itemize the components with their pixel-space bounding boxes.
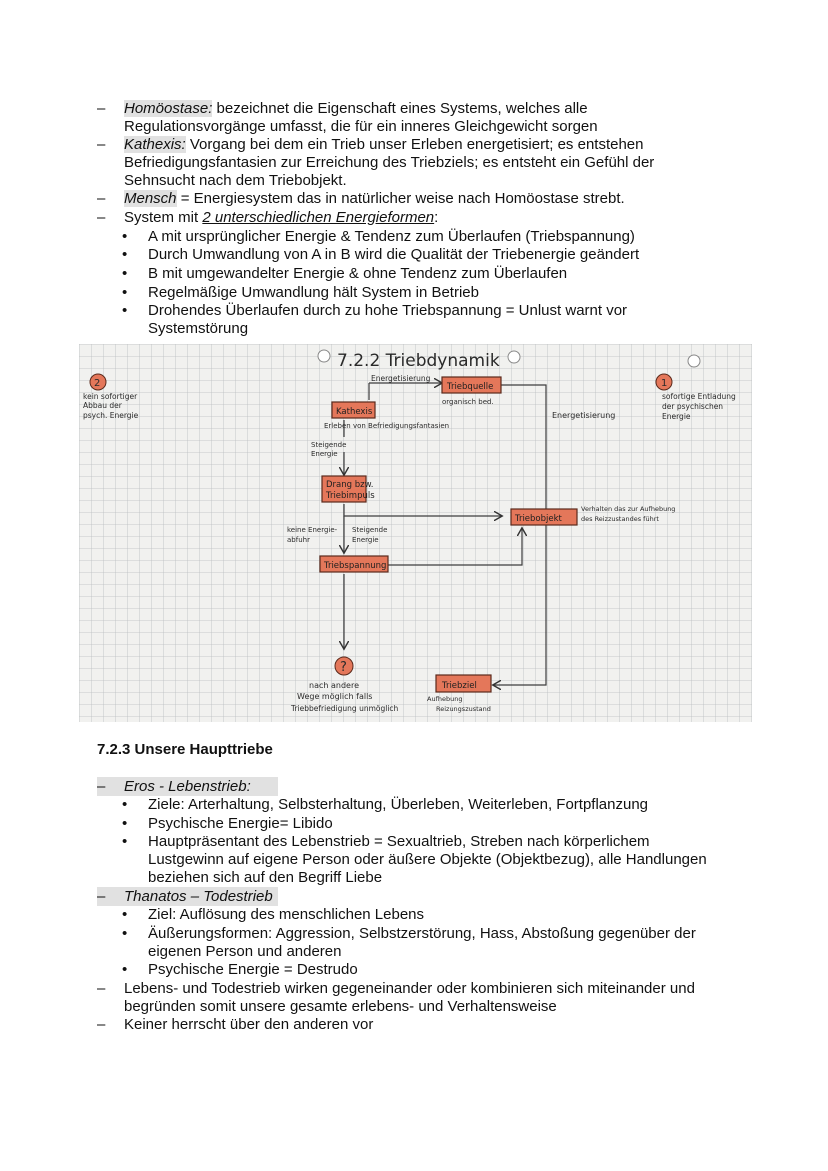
dash: – xyxy=(97,100,106,117)
bullet-dot: • xyxy=(122,796,128,813)
keine-energie-2: abfuhr xyxy=(287,536,310,544)
system-prefix: System mit xyxy=(124,209,203,226)
system-bullet: Drohendes Überlaufen durch zu hohe Triebspannung = Unlust warnt vor xyxy=(148,302,628,319)
right-note-1: sofortige Entladung xyxy=(662,392,736,401)
drang-label-2: Triebimpuls xyxy=(326,491,375,501)
kathexis-item xyxy=(124,136,644,154)
other-ways-3: Triebbefriedigung unmöglich xyxy=(291,704,399,713)
triebziel-label: Triebziel xyxy=(442,681,477,691)
system-bullet-cont: Systemstörung xyxy=(148,320,249,337)
triebziel-sub-1: Aufhebung xyxy=(427,695,463,703)
final-item-1: Lebens- und Todestrieb wirken gegeneinander oder kombinieren sich miteinander und xyxy=(124,980,695,997)
dash: – xyxy=(97,778,106,795)
eros-term: Eros - Lebenstrieb: xyxy=(124,778,251,795)
mensch-term: Mensch xyxy=(124,190,177,207)
left-note-2: Abbau der xyxy=(83,401,122,410)
dash: – xyxy=(97,136,106,153)
bullet-dot: • xyxy=(122,833,128,850)
final-item-2: Keiner herrscht über den anderen vor xyxy=(124,1016,374,1033)
triebdynamik-diagram xyxy=(79,344,752,722)
eros-bullet-cont: beziehen sich auf den Begriff Liebe xyxy=(148,869,383,886)
thanatos-bullet: Psychische Energie = Destrudo xyxy=(148,961,358,978)
homeostase-term: Homöostase: xyxy=(124,100,213,117)
kathexis-text: Vorgang bei dem ein Trieb unser Erleben energetisiert; es entstehen xyxy=(185,136,644,153)
binder-hole-icon xyxy=(688,355,700,367)
bullet-dot: • xyxy=(122,246,128,263)
bullet-dot: • xyxy=(122,815,128,832)
triebobjekt-label: Triebobjekt xyxy=(515,514,562,524)
bullet-dot: • xyxy=(122,925,128,942)
triebquelle-sub: organisch bed. xyxy=(442,398,494,406)
keine-energie-1: keine Energie- xyxy=(287,526,338,534)
section-heading: 7.2.3 Unsere Haupttriebe xyxy=(97,741,273,758)
energetisierung-right: Energetisierung xyxy=(552,411,616,420)
right-note-2: der psychischen xyxy=(662,402,724,411)
mensch-text: = Energiesystem das in natürlicher weise nach Homöostase strebt. xyxy=(176,190,625,207)
diagram-title: 7.2.2 Triebdynamik xyxy=(337,351,500,371)
homeostase-cont: Regulationsvorgänge umfasst, die für ein inneres Gleichgewicht sorgen xyxy=(124,118,598,135)
bullet-dot: • xyxy=(122,284,128,301)
mensch-item xyxy=(124,190,625,208)
system-bullet: Durch Umwandlung von A in B wird die Qualität der Triebenergie geändert xyxy=(148,246,640,263)
system-bullet: A mit ursprünglicher Energie & Tendenz zum Überlaufen (Triebspannung) xyxy=(148,228,635,245)
number-right: 1 xyxy=(661,378,668,389)
number-left: 2 xyxy=(94,378,101,389)
left-note-3: psych. Energie xyxy=(83,411,139,420)
binder-hole-icon xyxy=(508,351,520,363)
bullet-dot: • xyxy=(122,961,128,978)
homeostase-text: bezeichnet die Eigenschaft eines Systems, welches alle xyxy=(212,100,588,117)
steigende-energie-1b: Energie xyxy=(311,450,338,458)
dash: – xyxy=(97,209,106,226)
kathexis-cont-1: Befriedigungsfantasien zur Erreichung des Triebziels; es entsteht ein Gefühl der xyxy=(124,154,655,171)
dash: – xyxy=(97,980,106,997)
drang-label-1: Drang bzw. xyxy=(326,480,374,490)
steigende-energie-2a: Steigende xyxy=(352,526,388,534)
kathexis-sub: Erleben von Befriedigungsfantasien xyxy=(324,422,450,430)
question-mark: ? xyxy=(340,660,347,675)
other-ways-1: nach andere xyxy=(309,681,359,690)
binder-hole-icon xyxy=(318,350,330,362)
right-note-3: Energie xyxy=(662,412,691,421)
kathexis-cont-2: Sehnsucht nach dem Triebobjekt. xyxy=(124,172,347,189)
homeostase-item xyxy=(124,100,588,118)
bullet-dot: • xyxy=(122,906,128,923)
thanatos-bullet: Äußerungsformen: Aggression, Selbstzerstörung, Hass, Abstoßung gegenüber der xyxy=(148,925,696,942)
eros-bullet: Hauptpräsentant des Lebenstrieb = Sexualtrieb, Streben nach körperlichem xyxy=(148,833,650,850)
triebziel-sub-2: Reizungszustand xyxy=(436,705,491,713)
eros-bullet: Ziele: Arterhaltung, Selbsterhaltung, Überleben, Weiterleben, Fortpflanzung xyxy=(148,796,649,813)
steigende-energie-2b: Energie xyxy=(352,536,379,544)
triebobjekt-note-2: des Reizzustandes führt xyxy=(581,515,659,523)
triebspannung-label: Triebspannung xyxy=(324,561,387,571)
kathexis-label: Kathexis xyxy=(336,407,373,417)
triebobjekt-note-1: Verhalten das zur Aufhebung xyxy=(581,505,676,513)
dash: – xyxy=(97,1016,106,1033)
left-note-1: kein sofortiger xyxy=(83,392,138,401)
steigende-energie-1a: Steigende xyxy=(311,441,347,449)
grid-lines xyxy=(79,344,752,722)
triebquelle-label: Triebquelle xyxy=(447,382,494,392)
energetisierung-top: Energetisierung xyxy=(371,374,431,383)
system-bullet: Regelmäßige Umwandlung hält System in Betrieb xyxy=(148,284,479,301)
eros-bullet: Psychische Energie= Libido xyxy=(148,815,333,832)
bullet-dot: • xyxy=(122,265,128,282)
other-ways-2: Wege möglich falls xyxy=(297,692,373,701)
system-item xyxy=(124,209,438,227)
system-emph: 2 unterschiedlichen Energieformen xyxy=(202,209,435,226)
dash: – xyxy=(97,190,106,207)
final-item-1-cont: begründen somit unsere gesamte erlebens- und Verhaltensweise xyxy=(124,998,557,1015)
thanatos-bullet-cont: eigenen Person und anderen xyxy=(148,943,342,960)
dash: – xyxy=(97,888,106,905)
eros-bullet-cont: Lustgewinn auf eigene Person oder äußere Objekte (Objektbezug), alle Handlungen xyxy=(148,851,707,868)
system-suffix: : xyxy=(434,209,439,226)
bullet-dot: • xyxy=(122,302,128,319)
thanatos-term: Thanatos – Todestrieb xyxy=(124,888,273,905)
kathexis-term: Kathexis: xyxy=(124,136,186,153)
bullet-dot: • xyxy=(122,228,128,245)
thanatos-bullet: Ziel: Auflösung des menschlichen Lebens xyxy=(148,906,425,923)
system-bullet: B mit umgewandelter Energie & ohne Tendenz zum Überlaufen xyxy=(148,265,568,282)
